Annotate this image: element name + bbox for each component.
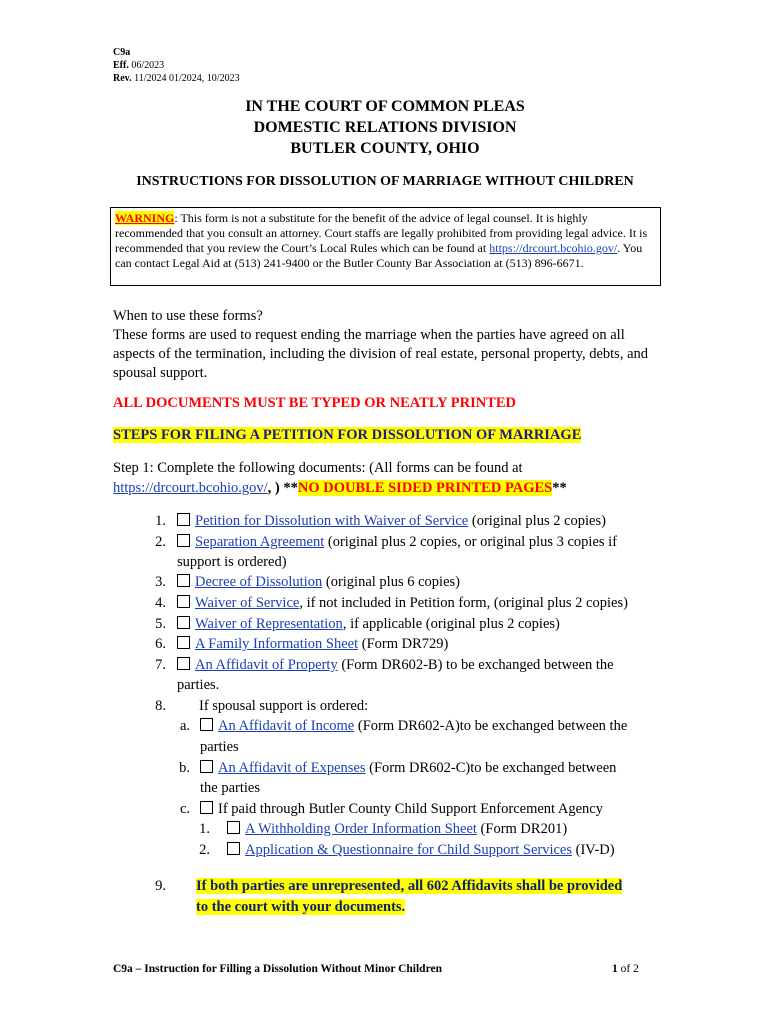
affidavit-of-expenses-link[interactable]: An Affidavit of Expenses: [218, 760, 366, 776]
checkbox[interactable]: [177, 513, 190, 526]
withholding-order-link[interactable]: A Withholding Order Information Sheet: [245, 821, 477, 837]
item-continuation: the parties: [200, 780, 260, 796]
page-current: 1: [612, 963, 618, 975]
unrepresented-notice-line2: to the court with your documents.: [196, 898, 406, 915]
effective-date: [113, 59, 164, 72]
item-detail: (original plus 2 copies, or original plus 3 copies if: [324, 534, 618, 550]
item-detail: (Form DR602-C)to be exchanged between: [365, 760, 617, 776]
checkbox[interactable]: [177, 595, 190, 608]
step1-website-link[interactable]: https://drcourt.bcohio.gov/: [113, 480, 268, 496]
step1-after-link: , ) **: [267, 480, 298, 496]
warning-text: : This form is not a substitute for the benefit of the advice of legal counsel. It is highly recommended that you consult an attorney. Court staffs are legally prohibited from providing legal advice. It is recommended that you review the Court’s Local Rules which can be found at: [115, 211, 648, 255]
steps-heading-wrap: [113, 426, 658, 445]
item-continuation: support is ordered): [177, 554, 287, 570]
waiver-of-representation-link[interactable]: Waiver of Representation: [195, 616, 343, 632]
checkbox[interactable]: [200, 718, 213, 731]
item-number: 9.: [155, 878, 166, 894]
item-letter: b.: [179, 760, 190, 776]
spousal-support-heading: If spousal support is ordered:: [199, 698, 369, 714]
checkbox[interactable]: [200, 801, 213, 814]
item-detail: , if not included in Petition form, (original plus 2 copies): [299, 595, 628, 611]
footer-title: C9a – Instruction for Filling a Dissolution Without Minor Children: [113, 963, 442, 975]
item-number: 7.: [155, 657, 166, 673]
checkbox[interactable]: [177, 657, 190, 670]
step1-text: Step 1: Complete the following documents: (All forms can be found at: [113, 460, 523, 476]
checkbox[interactable]: [200, 760, 213, 773]
item-number: 3.: [155, 574, 166, 590]
step1-end: **: [552, 480, 567, 496]
waiver-of-service-link[interactable]: Waiver of Service: [195, 595, 300, 611]
checkbox[interactable]: [227, 842, 240, 855]
court-title-line3: BUTLER COUNTY, OHIO: [290, 140, 480, 157]
warning-box: [110, 207, 661, 286]
warning-text-contact: . You can contact Legal Aid at (513) 241-9400 or the Butler County Bar Association at (513) 896-6671.: [115, 241, 643, 270]
instructions-title: INSTRUCTIONS FOR DISSOLUTION OF MARRIAGE WITHOUT CHILDREN: [136, 174, 634, 189]
item-number: 2.: [199, 842, 210, 858]
decree-link[interactable]: Decree of Dissolution: [195, 574, 323, 590]
court-title-line1: IN THE COURT OF COMMON PLEAS: [245, 98, 525, 115]
revision-date: [113, 72, 240, 85]
item-detail: (Form DR729): [358, 636, 449, 652]
petition-link[interactable]: Petition for Dissolution with Waiver of Service: [195, 513, 469, 529]
item-detail: (original plus 2 copies): [468, 513, 606, 529]
separation-agreement-link[interactable]: Separation Agreement: [195, 534, 325, 550]
item-detail: (Form DR602-B) to be exchanged between the: [337, 657, 614, 673]
form-code: C9a: [113, 47, 131, 58]
affidavit-of-property-link[interactable]: An Affidavit of Property: [195, 657, 338, 673]
page-total: of 2: [620, 963, 639, 975]
item-letter: a.: [179, 718, 190, 734]
page-number: [612, 963, 639, 975]
steps-heading: STEPS FOR FILING A PETITION FOR DISSOLUTION OF MARRIAGE: [113, 427, 582, 443]
checkbox[interactable]: [177, 616, 190, 629]
checkbox[interactable]: [177, 574, 190, 587]
court-title-line2: DOMESTIC RELATIONS DIVISION: [253, 119, 517, 136]
item-detail: (IV-D): [572, 842, 615, 858]
rev-value: 11/2024 01/2024, 10/2023: [134, 73, 240, 84]
item-number: 2.: [155, 534, 166, 550]
item-continuation: parties.: [177, 677, 220, 693]
warning-label: WARNING: [115, 211, 175, 225]
checkbox[interactable]: [177, 636, 190, 649]
csea-heading: If paid through Butler County Child Support Enforcement Agency: [218, 801, 603, 817]
court-website-link[interactable]: https://drcourt.bcohio.gov/: [489, 241, 618, 255]
item-detail: (Form DR201): [476, 821, 568, 837]
checkbox[interactable]: [227, 821, 240, 834]
item-number: 6.: [155, 636, 166, 652]
unrepresented-notice-line1: If both parties are unrepresented, all 602 Affidavits shall be provided: [196, 878, 623, 894]
eff-value: 06/2023: [131, 60, 165, 71]
step1-line2: [113, 479, 658, 498]
item-number: 8.: [155, 698, 166, 714]
item-number: 1.: [199, 821, 210, 837]
child-support-application-link[interactable]: Application & Questionnaire for Child Support Services: [245, 842, 573, 858]
all-documents-notice: ALL DOCUMENTS MUST BE TYPED OR NEATLY PRINTED: [113, 395, 516, 411]
eff-label: Eff.: [113, 60, 129, 71]
item-detail: (Form DR602-A)to be exchanged between the: [354, 718, 628, 734]
no-double-sided-warning: NO DOUBLE SIDED PRINTED PAGES: [297, 480, 553, 496]
item-letter: c.: [179, 801, 190, 817]
unrepresented-notice: [196, 876, 656, 917]
checkbox[interactable]: [177, 534, 190, 547]
when-body: These forms are used to request ending the marriage when the parties have agreed on all aspects of the termination, including the division of real estate, personal property, debts, and spousal support.: [113, 327, 649, 381]
item-number: 1.: [155, 513, 166, 529]
family-information-sheet-link[interactable]: A Family Information Sheet: [195, 636, 359, 652]
item-continuation: parties: [200, 739, 239, 755]
item-detail: , if applicable (original plus 2 copies): [342, 616, 560, 632]
when-question: When to use these forms?: [113, 308, 263, 324]
rev-label: Rev.: [113, 73, 132, 84]
item-number: 5.: [155, 616, 166, 632]
item-number: 4.: [155, 595, 166, 611]
affidavit-of-income-link[interactable]: An Affidavit of Income: [218, 718, 355, 734]
item-detail: (original plus 6 copies): [322, 574, 460, 590]
